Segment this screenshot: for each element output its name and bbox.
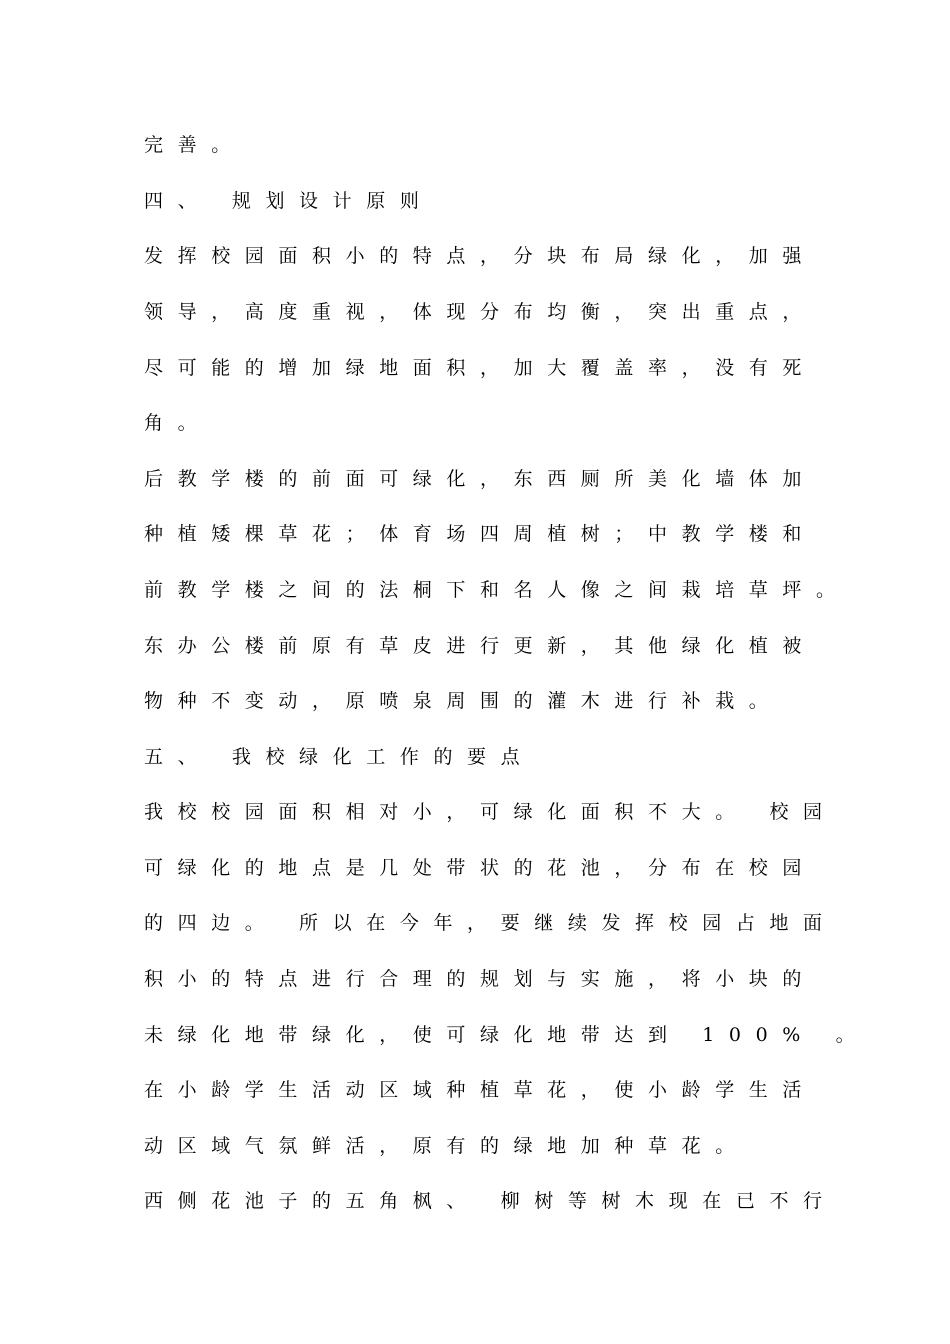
text-line-6: 角。 [144, 412, 212, 434]
text-line-18: 在小龄学生活动区域种植草花，使小龄学生活 [144, 1079, 817, 1101]
section-heading-5: 五、 我校绿化工作的要点 [144, 746, 535, 768]
text-line-4: 领导，高度重视，体现分布均衡，突出重点， [144, 301, 817, 323]
text-line-8: 种植矮棵草花；体育场四周植树；中教学楼和 [144, 523, 817, 545]
text-line-11: 物种不变动，原喷泉周围的灌木进行补栽。 [144, 690, 783, 712]
text-line-17: 未绿化地带绿化，使可绿化地带达到 100% 。 [144, 1024, 870, 1046]
text-line-20: 西侧花池子的五角枫、 柳树等树木现在已不行 [144, 1190, 837, 1212]
text-line-10: 东办公楼前原有草皮进行更新，其他绿化植被 [144, 635, 817, 657]
text-line-19: 动区域气氛鲜活，原有的绿地加种草花。 [144, 1135, 749, 1157]
text-line-1: 完善。 [144, 134, 245, 156]
text-line-3: 发挥校园面积小的特点，分块布局绿化，加强 [144, 245, 817, 267]
text-line-16: 积小的特点进行合理的规划与实施，将小块的 [144, 968, 817, 990]
text-line-5: 尽可能的增加绿地面积，加大覆盖率，没有死 [144, 357, 817, 379]
text-line-9: 前教学楼之间的法桐下和名人像之间栽培草坪。 [144, 579, 850, 601]
text-line-13: 我校校园面积相对小，可绿化面积不大。 校园 [144, 801, 837, 823]
text-line-7: 后教学楼的前面可绿化，东西厕所美化墙体加 [144, 468, 817, 490]
text-line-14: 可绿化的地点是几处带状的花池，分布在校园 [144, 857, 817, 879]
text-line-15: 的四边。 所以在今年，要继续发挥校园占地面 [144, 912, 837, 934]
section-heading-4: 四、 规划设计原则 [144, 190, 434, 212]
